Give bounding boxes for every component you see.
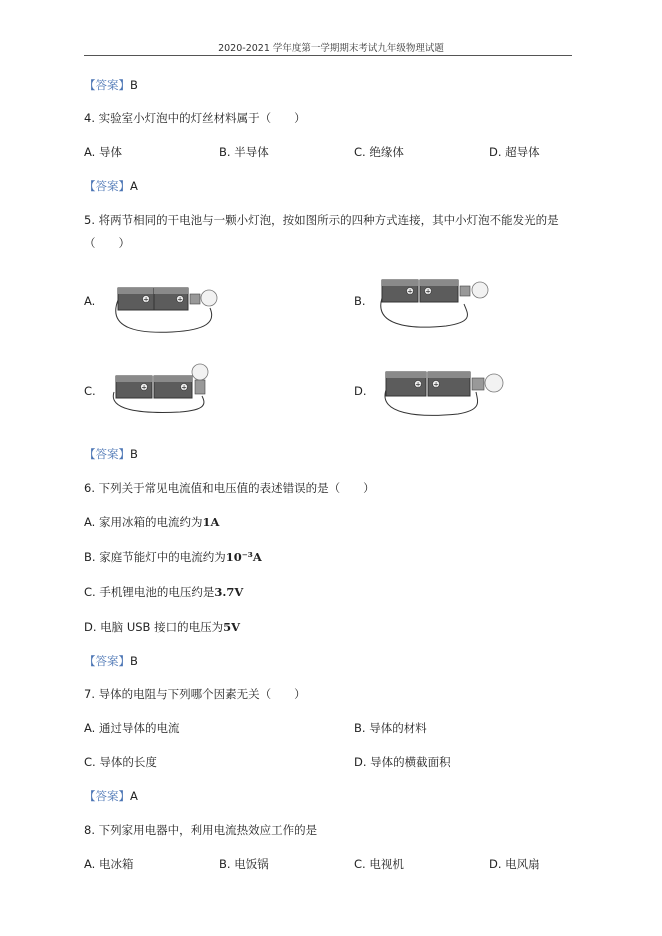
- answer-value: A: [130, 179, 138, 193]
- bulb-icon: [201, 290, 217, 306]
- page-header: 2020-2021 学年度第一学期期末考试九年级物理试题: [218, 43, 444, 54]
- option-value: 5V: [223, 620, 241, 634]
- answer-value: B: [130, 654, 138, 668]
- q8-option-b: B. 电饭锅: [219, 857, 269, 871]
- svg-text:+: +: [415, 380, 421, 389]
- q8-option-d: D. 电风扇: [489, 857, 540, 871]
- q4-option-c: C. 绝缘体: [354, 145, 404, 159]
- circuit-a-figure: [112, 278, 224, 338]
- question-8-stem: 8. 下列家用电器中，利用电流热效应工作的是: [84, 823, 318, 837]
- svg-text:+: +: [407, 287, 413, 296]
- answer-value: B: [130, 447, 138, 461]
- answer-value: B: [130, 78, 138, 92]
- q7-option-c: C. 导体的长度: [84, 755, 157, 769]
- q6-option-c: [84, 585, 243, 599]
- q6-option-d: [84, 620, 240, 634]
- answer-tag: 【答案】: [84, 78, 130, 92]
- q5-option-b-label: B.: [354, 294, 366, 308]
- answer-q6: [84, 654, 138, 668]
- svg-text:+: +: [143, 295, 149, 304]
- q7-option-a: A. 通过导体的电流: [84, 721, 180, 735]
- q5-option-a-label: A.: [84, 294, 96, 308]
- option-text: A. 家用冰箱的电流约为: [84, 515, 203, 529]
- answer-value: A: [130, 789, 138, 803]
- answer-q4: [84, 179, 138, 193]
- bulb-icon: [192, 364, 208, 380]
- circuit-b-figure: [376, 274, 494, 334]
- circuit-d-figure: [378, 364, 510, 422]
- q5-option-c-label: C.: [84, 384, 96, 398]
- circuit-c-figure: [110, 356, 228, 418]
- bulb-icon: [472, 282, 488, 298]
- option-value: 1A: [202, 515, 220, 529]
- question-5-stem-cont: （ ）: [84, 236, 130, 250]
- answer-tag: 【答案】: [84, 654, 130, 668]
- question-5-stem: 5. 将两节相同的干电池与一颗小灯泡，按如图所示的四种方式连接，其中小灯泡不能发光的是: [84, 213, 559, 227]
- svg-text:+: +: [177, 295, 183, 304]
- option-value: 10⁻³A: [225, 550, 262, 564]
- option-text: D. 电脑 USB 接口的电压为: [84, 620, 224, 634]
- q4-option-b: B. 半导体: [219, 145, 269, 159]
- option-text: B. 家庭节能灯中的电流约为: [84, 550, 226, 564]
- svg-text:+: +: [425, 287, 431, 296]
- question-4-stem: 4. 实验室小灯泡中的灯丝材料属于（ ）: [84, 111, 306, 125]
- answer-q5: [84, 447, 138, 461]
- answer-tag: 【答案】: [84, 447, 130, 461]
- q4-option-a: A. 导体: [84, 145, 122, 159]
- header-divider: [84, 55, 572, 56]
- q8-option-c: C. 电视机: [354, 857, 404, 871]
- svg-text:+: +: [141, 383, 147, 392]
- question-6-stem: 6. 下列关于常见电流值和电压值的表述错误的是（ ）: [84, 481, 375, 495]
- q7-option-d: D. 导体的横截面积: [354, 755, 451, 769]
- svg-text:+: +: [433, 380, 439, 389]
- answer-q7: [84, 789, 138, 803]
- q6-option-a: [84, 515, 219, 529]
- option-text: C. 手机锂电池的电压约是: [84, 585, 215, 599]
- answer-tag: 【答案】: [84, 789, 130, 803]
- option-value: 3.7V: [214, 585, 244, 599]
- q8-option-a: A. 电冰箱: [84, 857, 134, 871]
- svg-text:+: +: [181, 383, 187, 392]
- q6-option-b: [84, 550, 262, 564]
- answer-q3: [84, 78, 138, 92]
- answer-tag: 【答案】: [84, 179, 130, 193]
- q4-option-d: D. 超导体: [489, 145, 540, 159]
- bulb-icon: [485, 374, 503, 392]
- q5-option-d-label: D.: [354, 384, 367, 398]
- q7-option-b: B. 导体的材料: [354, 721, 427, 735]
- question-7-stem: 7. 导体的电阻与下列哪个因素无关（ ）: [84, 687, 306, 701]
